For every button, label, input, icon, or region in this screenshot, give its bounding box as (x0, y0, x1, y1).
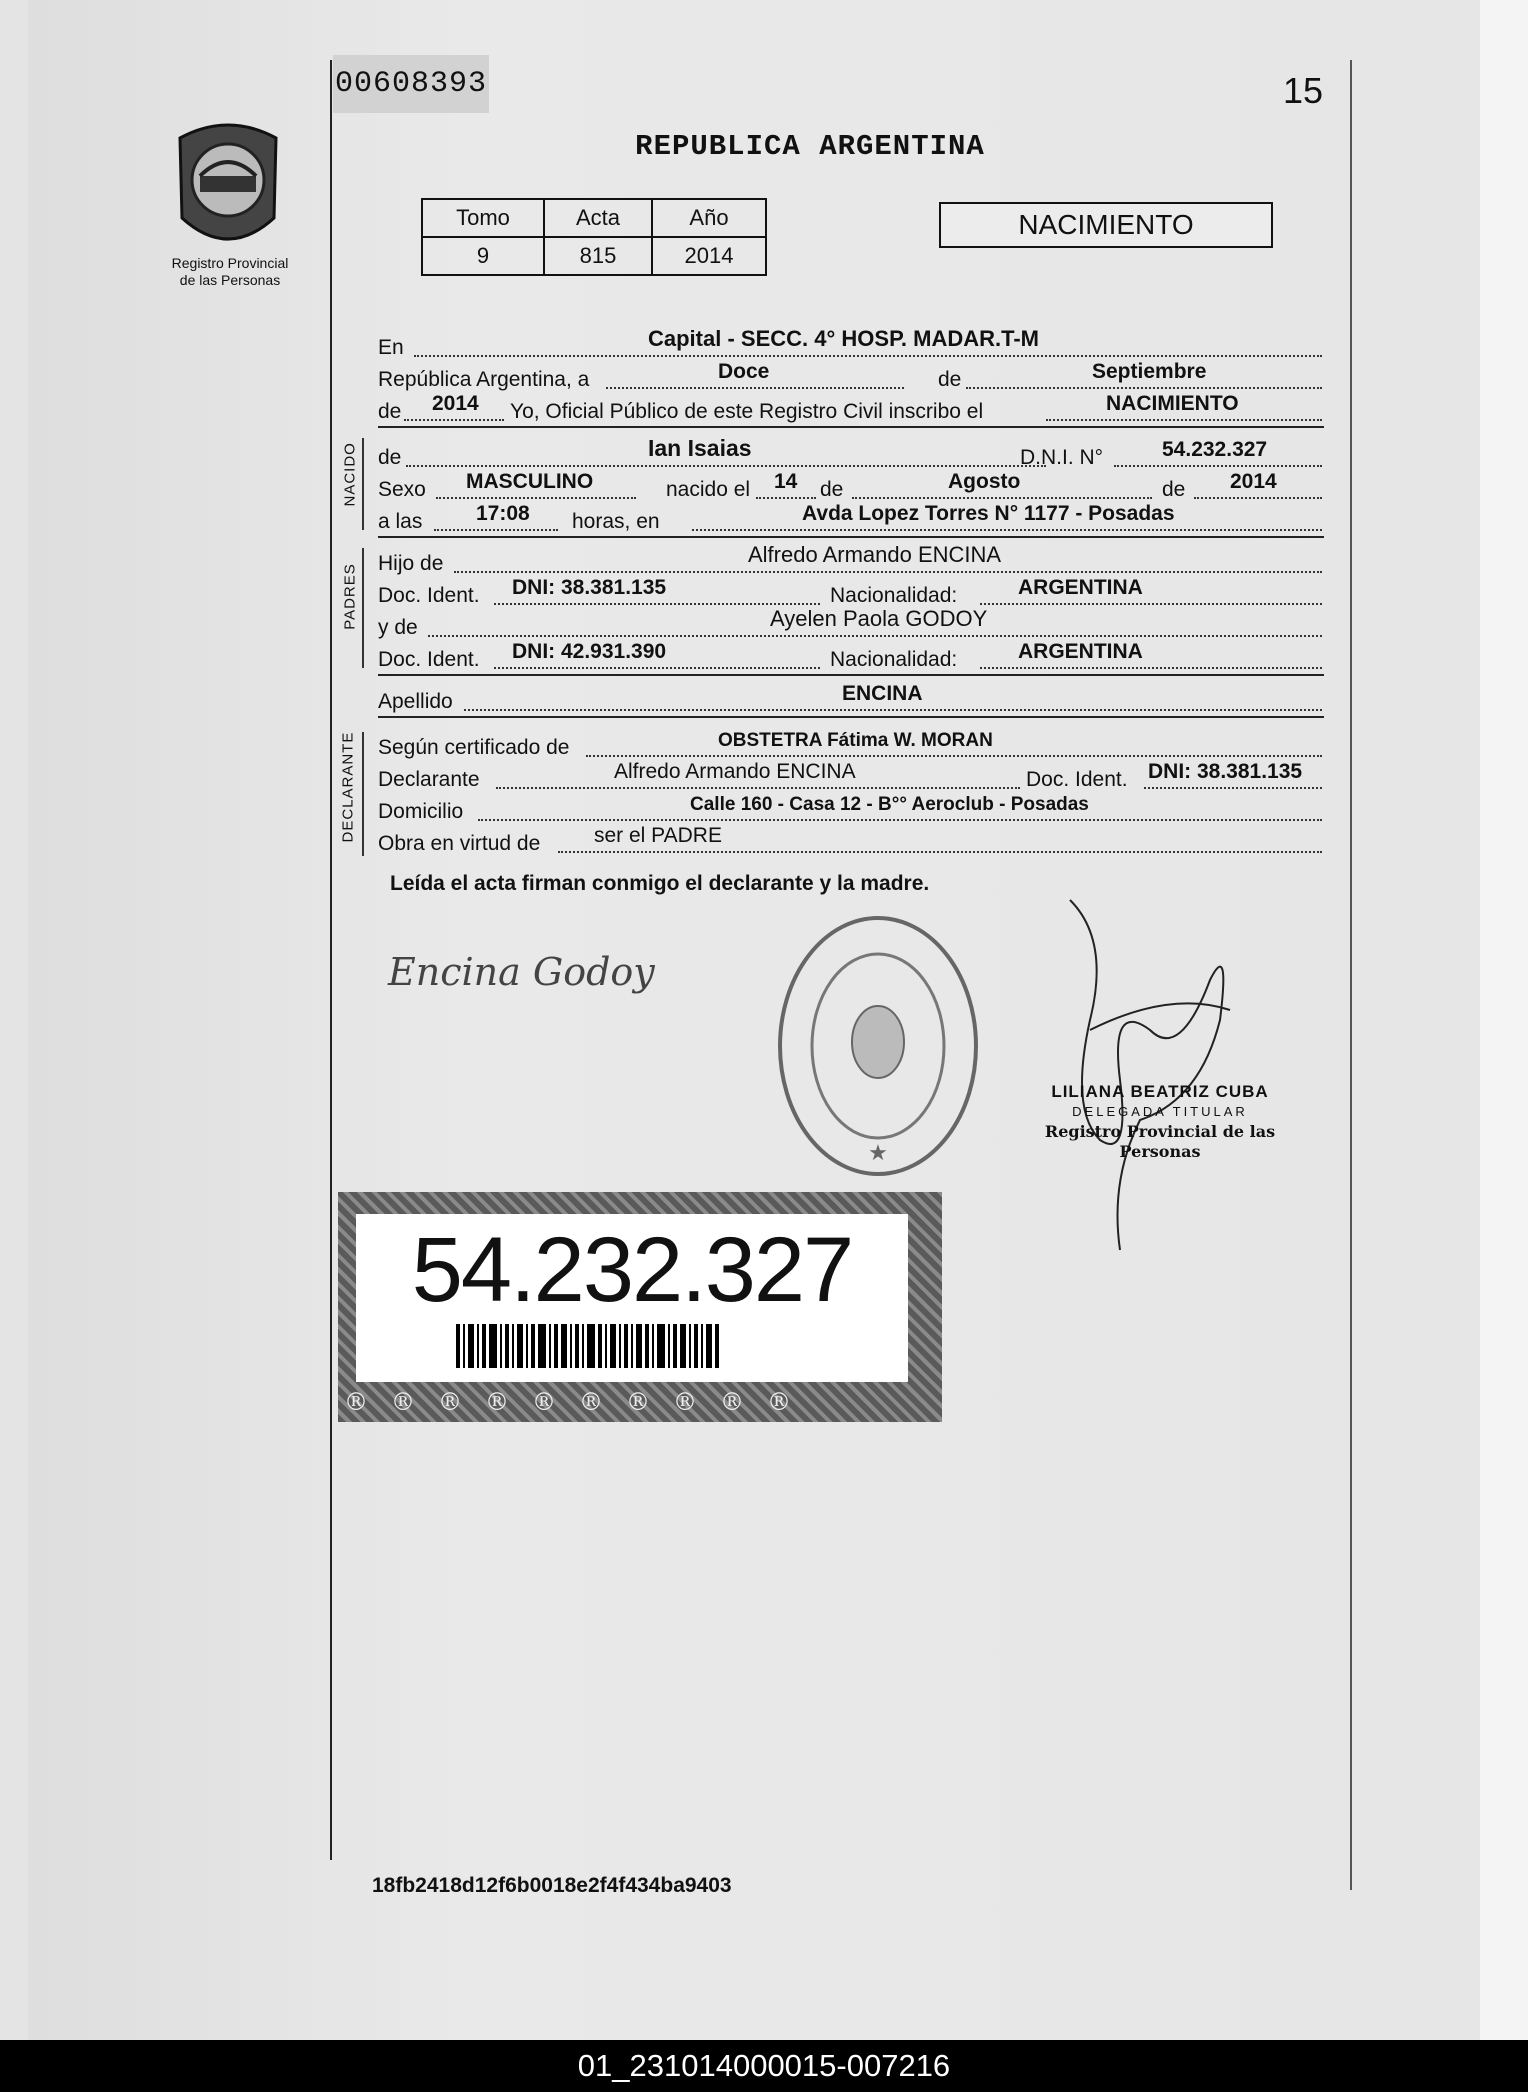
dotted-line (756, 497, 816, 499)
section-divider (378, 426, 1324, 428)
value-time: 17:08 (476, 502, 530, 525)
dotted-line (404, 419, 504, 421)
dotted-line (852, 497, 1152, 499)
official-registry: Registro Provincial de las Personas (1044, 1122, 1276, 1161)
value-address: Calle 160 - Casa 12 - B°° Aeroclub - Posadas (690, 794, 1089, 815)
value-sex: MASCULINO (466, 470, 594, 493)
label-segun-certificado: Según certificado de (378, 736, 570, 759)
value-declarant-name: Alfredo Armando ENCINA (614, 760, 856, 783)
value-year: 2014 (432, 392, 479, 415)
value-birth-month: Agosto (948, 470, 1021, 493)
label-hijo-de: Hijo de (378, 552, 444, 575)
left-frame-line (330, 60, 332, 1860)
row-republica (378, 362, 1324, 392)
label-de: de (938, 368, 962, 391)
side-label-padres: PADRES (341, 563, 359, 630)
dotted-line (496, 787, 1020, 789)
dotted-line (494, 667, 820, 669)
row-name (378, 435, 1324, 470)
dotted-line (586, 755, 1322, 757)
official-name-block (1010, 1082, 1310, 1162)
logo-caption (150, 255, 310, 289)
right-frame-line (1350, 60, 1352, 1890)
label-nacionalidad: Nacionalidad: (830, 648, 958, 671)
barcode-label (338, 1192, 942, 1422)
label-doc-ident: Doc. Ident. (378, 648, 480, 671)
dotted-line (414, 355, 1322, 357)
official-name: LILIANA BEATRIZ CUBA (1051, 1082, 1269, 1101)
tomo-acta-table (421, 198, 767, 276)
dotted-line (980, 667, 1322, 669)
value-birth-place: Avda Lopez Torres N° 1177 - Posadas (802, 502, 1175, 525)
value-father-dni: DNI: 38.381.135 (512, 576, 667, 599)
registry-seal-stamp (772, 910, 984, 1182)
barcode-number: 54.232.327 (411, 1219, 853, 1321)
header-tomo: Tomo (422, 199, 544, 237)
label-de: de (820, 478, 844, 501)
dotted-line (558, 851, 1322, 853)
side-label-nacido: NACIDO (341, 442, 359, 507)
row-hijo-de (378, 542, 1324, 576)
official-title: DELEGADA TITULAR (1072, 1104, 1248, 1119)
registered-pattern: ®®®®®®®®®® (344, 1388, 814, 1416)
page-number: 15 (1283, 70, 1324, 111)
dotted-line (980, 603, 1322, 605)
label-de: de (1162, 478, 1186, 501)
dotted-line (454, 571, 1322, 573)
label-y-de: y de (378, 616, 418, 639)
section-divider (378, 716, 1324, 718)
label-obra-en-virtud: Obra en virtud de (378, 832, 541, 855)
label-de: de (378, 446, 402, 469)
dotted-line (1046, 419, 1322, 421)
official-signature (1030, 880, 1290, 1260)
row-yo (378, 394, 1324, 424)
value-place: Capital - SECC. 4° HOSP. MADAR.T-M (648, 326, 1039, 351)
label-domicilio: Domicilio (378, 800, 464, 823)
act-type-box: NACIMIENTO (939, 202, 1273, 248)
header-acta: Acta (544, 199, 652, 237)
value-act: NACIMIENTO (1106, 392, 1239, 415)
value-birth-year: 2014 (1230, 470, 1277, 493)
handwritten-signature: Encina Godoy (388, 950, 655, 994)
label-a-las: a las (378, 510, 423, 533)
dotted-line (1194, 497, 1322, 499)
dotted-line (428, 635, 1322, 637)
value-month: Septiembre (1092, 360, 1207, 383)
dotted-line (406, 465, 1046, 467)
section-bar-nacido (362, 438, 364, 530)
value-mother-dni: DNI: 42.931.390 (512, 640, 667, 663)
row-mother-doc (378, 642, 1324, 672)
svg-text:★: ★ (868, 1141, 888, 1166)
row-segun (378, 730, 1324, 760)
label-horas-en: horas, en (572, 510, 660, 533)
row-alas (378, 504, 1324, 534)
section-divider (378, 536, 1324, 538)
row-en (378, 326, 1324, 360)
value-relationship: ser el PADRE (594, 824, 722, 847)
value-father-name: Alfredo Armando ENCINA (748, 542, 1002, 567)
value-surname: ENCINA (842, 682, 923, 705)
value-mother-name: Ayelen Paola GODOY (770, 606, 988, 631)
label-yo-text: Yo, Oficial Público de este Registro Civil inscribo el (510, 400, 984, 423)
value-dni: 54.232.327 (1162, 438, 1268, 461)
label-nacionalidad: Nacionalidad: (830, 584, 958, 607)
label-en: En (378, 336, 404, 359)
row-apellido (378, 684, 1324, 714)
dotted-line (966, 387, 1322, 389)
dotted-line (464, 709, 1322, 711)
dotted-line (1114, 465, 1322, 467)
value-day: Doce (718, 360, 770, 383)
scan-right-edge (1480, 0, 1528, 2040)
header-anio: Año (652, 199, 766, 237)
value-father-nationality: ARGENTINA (1018, 576, 1143, 599)
label-doc-ident: Doc. Ident. (1026, 768, 1128, 791)
dotted-line (494, 603, 820, 605)
label-republica: República Argentina, a (378, 368, 590, 391)
row-declarante (378, 762, 1324, 792)
label-de: de (378, 400, 402, 423)
value-name: Ian Isaias (648, 435, 752, 461)
row-y-de (378, 606, 1324, 640)
dotted-line (606, 387, 904, 389)
page-title: REPUBLICA ARGENTINA (635, 130, 985, 163)
value-anio: 2014 (652, 237, 766, 275)
logo-caption-line1: Registro Provincial (171, 255, 289, 271)
dotted-line (1144, 787, 1322, 789)
value-acta: 815 (544, 237, 652, 275)
barcode-bars (456, 1324, 796, 1368)
value-mother-nationality: ARGENTINA (1018, 640, 1143, 663)
dotted-line (692, 529, 1322, 531)
section-bar-declarante (362, 732, 364, 856)
logo-caption-line2: de las Personas (179, 272, 281, 288)
section-bar-padres (362, 548, 364, 668)
tomo-acta-value-row (422, 237, 766, 275)
label-dni: D.N.I. N° (1020, 446, 1104, 469)
value-birth-day: 14 (774, 470, 798, 493)
label-sexo: Sexo (378, 478, 426, 501)
barcode-inner (356, 1214, 908, 1382)
scan-footer-id: 01_231014000015-007216 (0, 2040, 1528, 2092)
label-doc-ident: Doc. Ident. (378, 584, 480, 607)
row-obra (378, 826, 1324, 856)
dotted-line (436, 497, 636, 499)
label-apellido: Apellido (378, 690, 453, 713)
label-nacido-el: nacido el (666, 478, 751, 501)
dotted-line (478, 819, 1322, 821)
label-declarante: Declarante (378, 768, 480, 791)
scan-left-edge (0, 0, 28, 2040)
misiones-coat-of-arms-logo (170, 118, 286, 254)
row-sexo (378, 472, 1324, 502)
closing-statement: Leída el acta firman conmigo el declarante y la madre. (390, 872, 930, 895)
value-declarant-dni: DNI: 38.381.135 (1148, 760, 1303, 783)
document-hash: 18fb2418d12f6b0018e2f4f434ba9403 (372, 1874, 732, 1897)
tomo-acta-header-row (422, 199, 766, 237)
section-divider (378, 674, 1324, 676)
value-certificate: OBSTETRA Fátima W. MORAN (718, 730, 993, 751)
row-domicilio (378, 794, 1324, 824)
side-label-declarante: DECLARANTE (339, 731, 357, 843)
serial-number: 00608393 (333, 55, 489, 113)
value-tomo: 9 (422, 237, 544, 275)
row-father-doc (378, 578, 1324, 608)
dotted-line (434, 529, 558, 531)
